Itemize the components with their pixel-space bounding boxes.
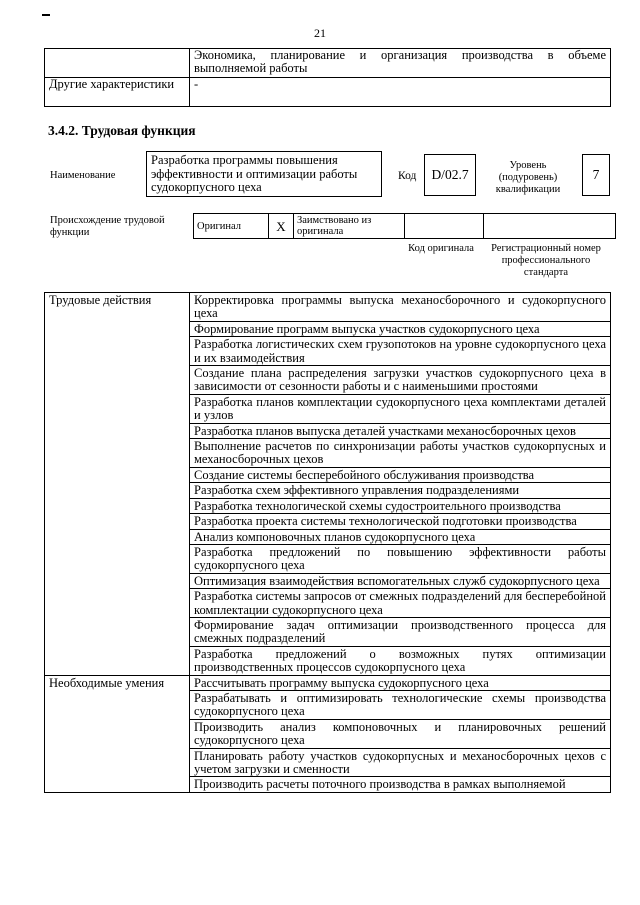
labor-action-item: Создание плана распределения загрузки участков судокорпусного цеха в зависимости от сезонности работы и с наименьшими простоями — [190, 366, 611, 395]
table-cell: - — [190, 78, 611, 107]
code-orig-cell — [405, 214, 484, 239]
skills-label: Необходимые умения — [45, 675, 190, 792]
labor-action-item: Создание системы бесперебойного обслуживания производства — [190, 467, 611, 482]
labor-action-item: Оптимизация взаимодействия вспомогательных служб судокорпусного цеха — [190, 573, 611, 588]
labor-action-item: Разработка предложений по повышению эффективности работы судокорпусного цеха — [190, 544, 611, 573]
row-label: Другие характеристики — [45, 78, 190, 107]
section-title: 3.4.2. Трудовая функция — [48, 123, 196, 138]
table-row — [45, 675, 611, 690]
level-value: 7 — [582, 154, 610, 196]
skill-item: Производить расчеты поточного производства в рамках выполняемой — [190, 777, 611, 792]
borrowed-label: Заимствовано из оригинала — [294, 214, 405, 239]
main-table — [44, 292, 611, 793]
labor-action-item: Корректировка программы выпуска механосборочного и судокорпусного цеха — [190, 293, 611, 322]
code-label: Код — [398, 170, 417, 182]
labor-action-item: Разработка системы запросов от смежных подразделений для бесперебойной комплектации судокорпусного цеха — [190, 589, 611, 618]
table-cell: Экономика, планирование и организация производства в объеме выполняемой работы — [190, 49, 611, 78]
origin-label: Происхождение трудовой функции — [50, 215, 165, 238]
labor-actions-label: Трудовые действия — [45, 293, 190, 676]
page-number: 21 — [314, 26, 326, 40]
labor-action-item: Выполнение расчетов по синхронизации работы участков судокорпусных и механосборочных цехов — [190, 439, 611, 468]
table-row — [45, 78, 611, 107]
function-name: Разработка программы повышения эффективности и оптимизации работы судокорпусного цеха — [146, 151, 382, 197]
table-row — [45, 293, 611, 322]
top-table — [44, 48, 611, 107]
labor-action-item: Разработка планов комплектации судокорпусного цеха комплектами деталей и узлов — [190, 394, 611, 423]
labor-action-item: Анализ компоновочных планов судокорпусного цеха — [190, 529, 611, 544]
original-mark: X — [269, 214, 294, 239]
registration-number-label: Регистрационный номер профессионального стандарта — [491, 243, 601, 278]
labor-action-item: Разработка логистических схем грузопотоков на уровне судокорпусного цеха и их взаимодействия — [190, 337, 611, 366]
labor-action-item: Разработка планов выпуска деталей участками механосборочных цехов — [190, 423, 611, 438]
original-label: Оригинал — [194, 214, 269, 239]
table-row — [194, 214, 616, 239]
labor-action-item: Формирование программ выпуска участков судокорпусного цеха — [190, 321, 611, 336]
reg-number-cell — [484, 214, 616, 239]
table-cell-empty — [45, 49, 190, 78]
labor-action-item: Разработка технологической схемы судостроительного производства — [190, 498, 611, 513]
origin-table — [193, 213, 616, 239]
code-original-label: Код оригинала — [408, 243, 474, 254]
level-label: Уровень (подуровень) квалификации — [495, 160, 561, 195]
table-row — [45, 49, 611, 78]
labor-action-item: Разработка схем эффективного управления подразделениями — [190, 483, 611, 498]
labor-action-item: Формирование задач оптимизации производственного процесса для смежных подразделений — [190, 617, 611, 646]
skill-item: Планировать работу участков судокорпусных и механосборочных цехов с учетом загрузки и сменности — [190, 748, 611, 777]
skill-item: Разрабатывать и оптимизировать технологические схемы производства судокорпусного цеха — [190, 690, 611, 719]
skill-item: Производить анализ компоновочных и планировочных решений судокорпусного цеха — [190, 719, 611, 748]
name-label: Наименование — [50, 170, 116, 181]
skill-item: Рассчитывать программу выпуска судокорпусного цеха — [190, 675, 611, 690]
main-table-body — [45, 293, 611, 793]
function-code: D/02.7 — [424, 154, 476, 196]
labor-action-item: Разработка проекта системы технологической подготовки производства — [190, 514, 611, 529]
corner-mark — [42, 14, 50, 16]
labor-action-item: Разработка предложений о возможных путях оптимизации производственных процессов судокорпусного цеха — [190, 646, 611, 675]
